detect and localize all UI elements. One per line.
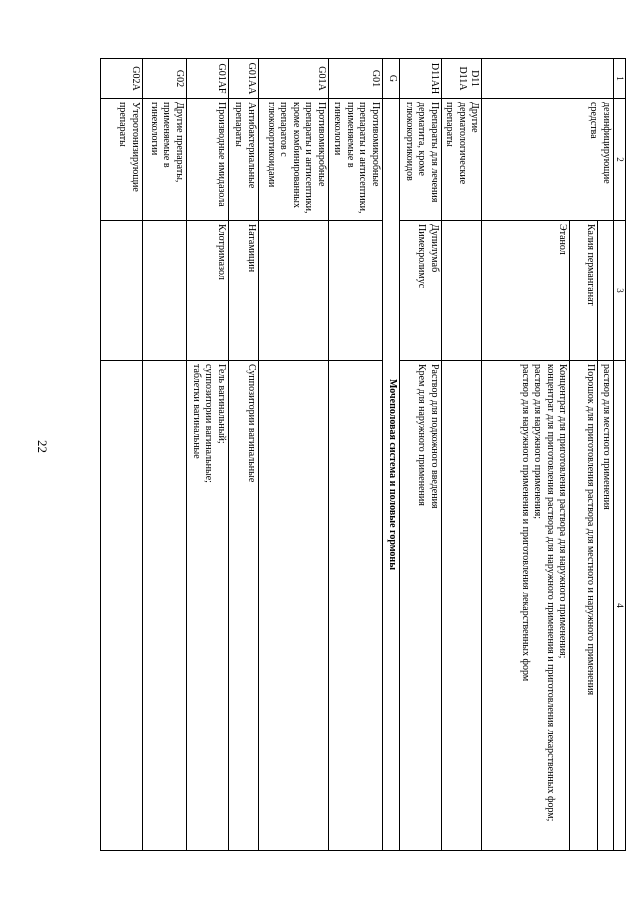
table-row (328, 59, 382, 851)
header-col-2: 2 (613, 99, 625, 221)
form-cell: Суппозитории вагинальные (228, 361, 258, 851)
table-row (101, 59, 143, 851)
code-line: D11A (456, 66, 468, 91)
header-col-3: 3 (613, 221, 625, 361)
form-line: Концентрат для приготовления раствора для наружного применения; (557, 364, 569, 659)
header-col-4: 4 (613, 361, 625, 851)
code-cell: G02 (142, 59, 186, 99)
form-line: раствор для наружного применения и приготовления лекарственных форм (519, 364, 531, 682)
code-line: D11 (469, 70, 481, 87)
form-cell (101, 361, 143, 851)
form-line: Крем для наружного применения (416, 364, 428, 506)
drug-cell: Клотримазол (186, 221, 228, 361)
drug-list-table-rotated (100, 58, 626, 850)
code-cell: D11AH (399, 59, 441, 99)
code-cell: G02A (101, 59, 143, 99)
group-cell: Утеротонизирующие препараты (101, 99, 143, 221)
form-line: Раствор для подкожного введения (428, 364, 440, 509)
section-code: G (382, 59, 399, 99)
group-cell: Другие дерматологические препараты (441, 99, 482, 221)
form-cell (186, 361, 228, 851)
form-line: таблетки вагинальные (190, 364, 202, 459)
page-number: 22 (35, 440, 50, 453)
table-row (228, 59, 258, 851)
code-cell: G01AF (186, 59, 228, 99)
table-row (441, 59, 482, 851)
drug-cell (101, 221, 143, 361)
table-row (598, 59, 614, 851)
drug-line: Пимекролимус (416, 224, 428, 289)
form-cell: Порошок для приготовления раствора для местного и наружного применения (570, 361, 598, 851)
form-cell: раствор для местного применения (598, 361, 614, 851)
table-row (186, 59, 228, 851)
drug-list-table (100, 58, 626, 851)
drug-cell (328, 221, 382, 361)
drug-cell: Натамицин (228, 221, 258, 361)
group-cell: Другие препараты, применяемые в гинекологии (142, 99, 186, 221)
form-cell (399, 361, 441, 851)
drug-cell (258, 221, 328, 361)
drug-cell (142, 221, 186, 361)
table-row (399, 59, 441, 851)
section-title: Мочеполовая система и половые гормоны (382, 99, 399, 851)
group-cell: Производные имидазола (186, 99, 228, 221)
form-line: Гель вагинальный; (215, 364, 227, 444)
drug-cell (598, 221, 614, 361)
group-cell: Противомикробные препараты и антисептики, применяемые в гинекологии (328, 99, 382, 221)
form-line: концентрат для приготовления раствора для наружного применения и приготовления лекарственных форм; (544, 364, 556, 822)
code-cell (441, 59, 482, 99)
header-col-1: 1 (613, 59, 625, 99)
form-cell (258, 361, 328, 851)
section-row (382, 59, 399, 851)
drug-cell: Калия перманганат (570, 221, 598, 361)
form-line: раствор для наружного применения; (532, 364, 544, 520)
group-cell: Противомикробные препараты и антисептики, кроме комбинированных препаратов с глюкокортикоидами (258, 99, 328, 221)
group-cell: дезинфицирующие средства (482, 99, 614, 221)
code-cell (482, 59, 614, 99)
drug-line: Дупилумаб (428, 224, 440, 273)
group-cell: Препараты для лечения дерматита, кроме глюкокортикоидов (399, 99, 441, 221)
table-row (142, 59, 186, 851)
header-row (613, 59, 625, 851)
drug-cell (399, 221, 441, 361)
drug-cell (441, 221, 482, 361)
form-cell (482, 361, 570, 851)
form-cell (142, 361, 186, 851)
code-cell: G01AA (228, 59, 258, 99)
group-cell: Антибактериальные препараты (228, 99, 258, 221)
form-cell (441, 361, 482, 851)
form-cell (328, 361, 382, 851)
code-cell: G01 (328, 59, 382, 99)
table-row (258, 59, 328, 851)
code-cell: G01A (258, 59, 328, 99)
drug-cell: Этанол (482, 221, 570, 361)
form-line: суппозитории вагинальные; (203, 364, 215, 483)
